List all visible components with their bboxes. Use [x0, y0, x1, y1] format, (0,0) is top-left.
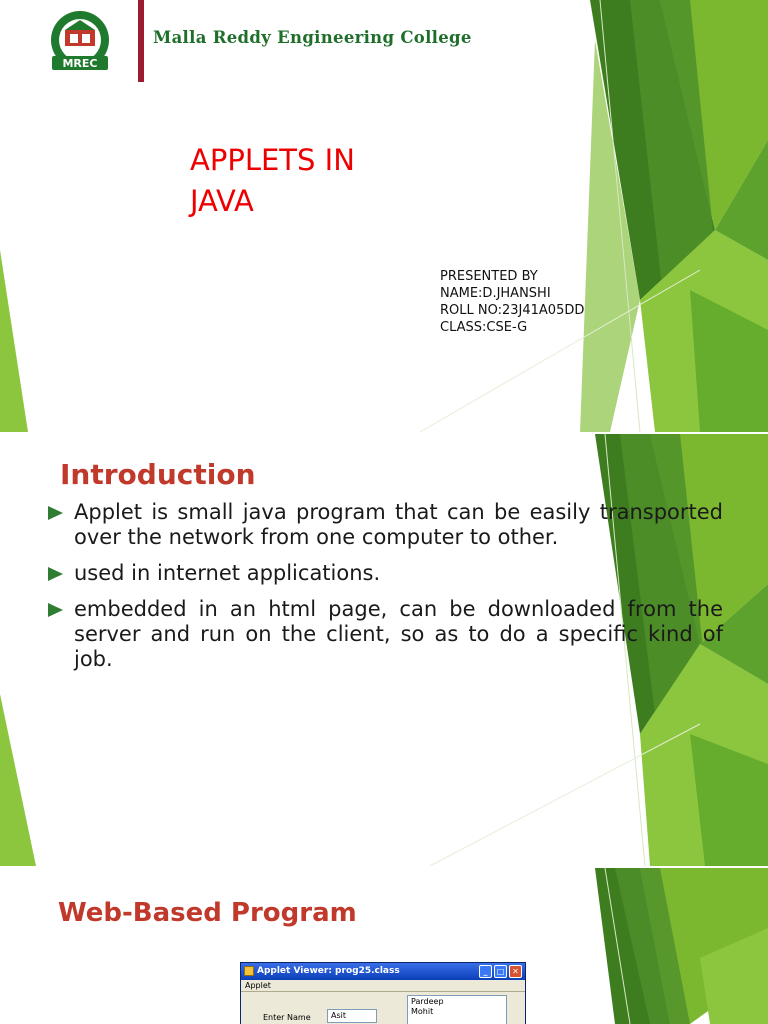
list-item: Pardeep [411, 997, 444, 1006]
applet-app-icon [244, 966, 254, 976]
presenter-line: PRESENTED BY [440, 269, 538, 284]
slide-heading: Introduction [60, 458, 256, 491]
applet-menu: Applet [241, 980, 525, 992]
bullet-text: used in internet applications. [74, 561, 381, 585]
presenter-class: CLASS:CSE-G [440, 320, 528, 335]
maximize-icon: □ [494, 965, 507, 978]
bullet-item [48, 561, 723, 586]
close-icon: ✕ [509, 965, 522, 978]
applet-title-bar [241, 963, 525, 980]
minimize-icon: _ [479, 965, 492, 978]
bullet-list [48, 500, 723, 683]
name-field: Asit [327, 1009, 377, 1023]
bullet-item [48, 597, 723, 672]
triangle-bullet-icon [48, 506, 63, 520]
slide-title [0, 0, 768, 432]
header-divider [138, 0, 144, 82]
list-item: Mohit [411, 1007, 434, 1016]
applet-window-title: Applet Viewer: prog25.class [257, 966, 400, 976]
enter-name-label: Enter Name [263, 1013, 311, 1022]
slide-heading: Web-Based Program [58, 898, 357, 928]
college-logo [30, 10, 130, 74]
bullet-item [48, 500, 723, 550]
slide-introduction [0, 434, 768, 866]
bullet-text: Applet is small java program that can be easily transported over the network from one computer to other. [74, 500, 723, 549]
triangle-bullet-icon [48, 603, 63, 617]
window-controls [479, 965, 522, 978]
presenter-info [440, 268, 584, 336]
slide-web-based-program [0, 868, 768, 1024]
presenter-name: NAME:D.JHANSHI [440, 286, 551, 301]
triangle-bullet-icon [48, 567, 63, 581]
bullet-text: embedded in an html page, can be downloaded from the server and run on the client, so as to do a specific kind of job. [74, 597, 723, 671]
college-name: Malla Reddy Engineering College [153, 28, 472, 47]
presenter-roll-no: ROLL NO:23J41A05DD [440, 303, 585, 318]
names-list [407, 995, 507, 1024]
svg-text:MREC: MREC [62, 57, 98, 70]
applet-viewer-window [240, 962, 526, 1024]
presentation-title: APPLETS IN JAVA [190, 143, 355, 218]
